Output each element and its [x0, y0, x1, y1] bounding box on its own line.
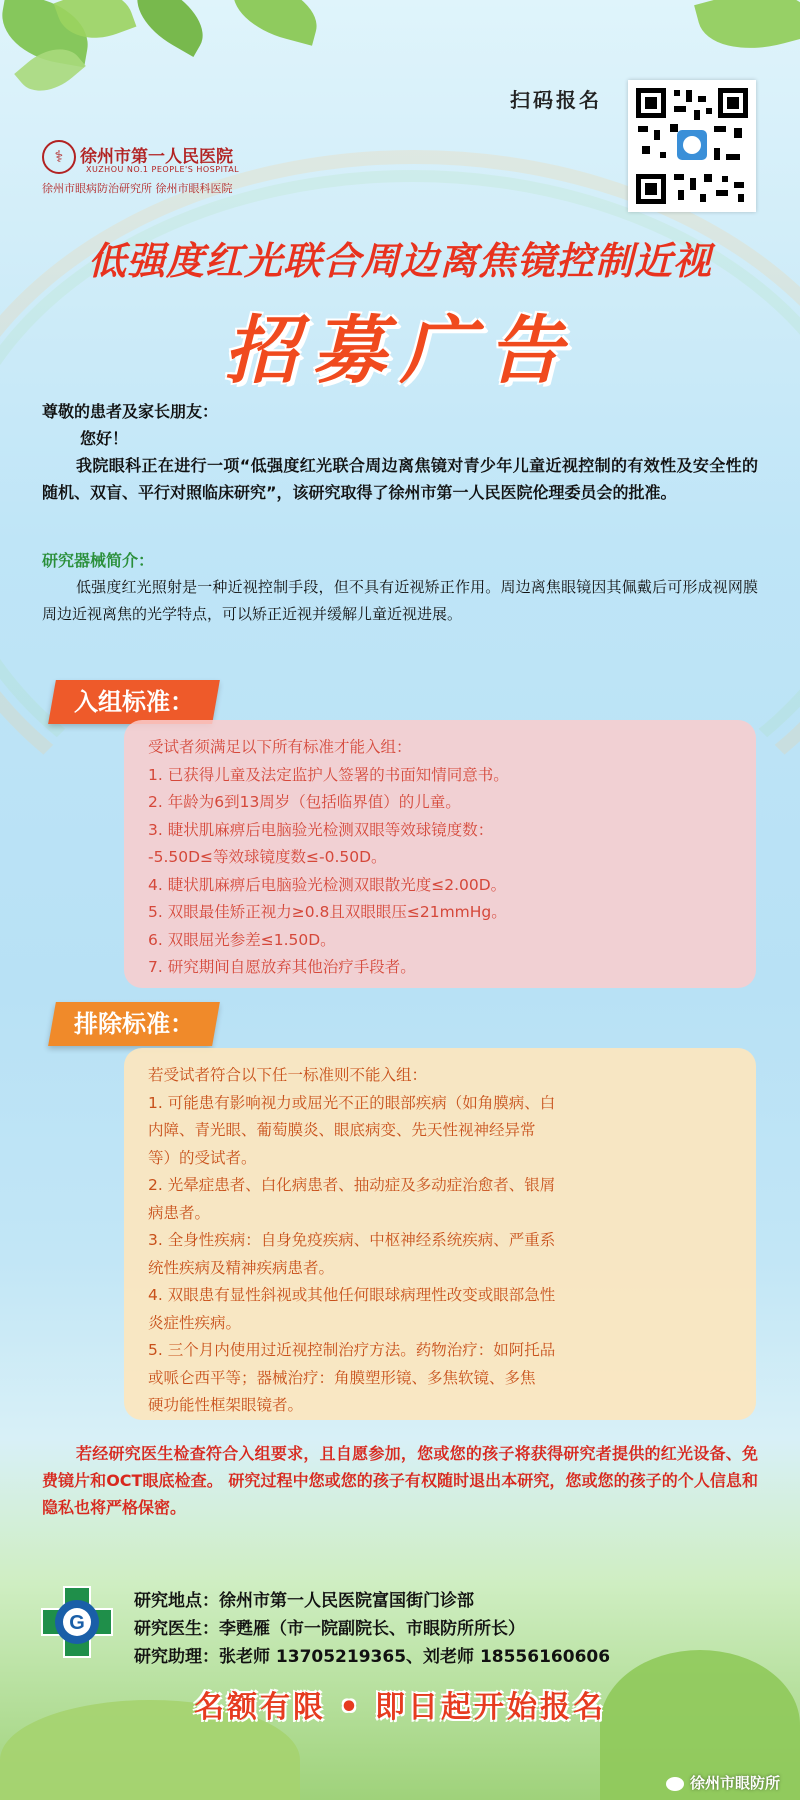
exclusion-item: 3. 全身性疾病：自身免疫疾病、中枢神经系统疾病、严重系 统性疾病及精神疾病患者。: [148, 1231, 556, 1277]
inclusion-criteria-tag: [48, 680, 220, 724]
exclusion-tag-label: 排除标准：: [74, 1010, 194, 1038]
poster-subtitle: 低强度红光联合周边离焦镜控制近视: [87, 239, 712, 283]
inclusion-criteria-panel: [124, 720, 756, 988]
exclusion-criteria-panel: [124, 1048, 756, 1420]
study-introduction: 我院眼科正在进行一项“低强度红光联合周边离焦镜对青少年儿童近视控制的有效性及安全性的随机、双盲、平行对照临床研究”，该研究取得了徐州市第一人民医院伦理委员会的批准。: [42, 456, 758, 502]
slogan: 名额有限 • 即日起开始报名: [193, 1690, 607, 1725]
leaf-decoration: [694, 0, 800, 63]
exclusion-item: 4. 双眼患有显性斜视或其他任何眼球病理性改变或眼部急性 炎症性疾病。: [148, 1286, 556, 1332]
salutation: 尊敬的患者及家长朋友：: [42, 402, 219, 421]
inclusion-tag-label: 入组标准：: [74, 688, 194, 716]
exclusion-item: 5. 三个月内使用过近视控制治疗方法。药物治疗：如阿托品 或哌仑西平等；器械治疗：角膜塑形镜、多焦软镜、多焦 硬功能性框架眼镜者。: [148, 1341, 556, 1414]
hospital-logo-icon: ⚕: [42, 140, 76, 174]
device-description: 低强度红光照射是一种近视控制手段，但不具有近视矫正作用。周边离焦眼镜因其佩戴后可形成视网膜周边近视离焦的光学特点，可以矫正近视并缓解儿童近视进展。: [42, 578, 758, 623]
leaf-decoration: [225, 0, 325, 46]
scan-to-register-label: 扫码报名: [510, 88, 602, 112]
exclusion-item: 2. 光晕症患者、白化病患者、抽动症及多动症治愈者、银屑 病患者。: [148, 1176, 556, 1222]
watermark-text: 徐州市眼防所: [689, 1774, 780, 1792]
wechat-icon: [666, 1777, 684, 1791]
inclusion-item: 2. 年龄为6到13周岁（包括临界值）的儿童。: [148, 793, 461, 811]
qr-code[interactable]: [628, 80, 756, 212]
greeting: 您好！: [80, 429, 129, 448]
device-heading: 研究器械简介：: [42, 551, 155, 570]
inclusion-item: 4. 睫状肌麻痹后电脑验光检测双眼散光度≤2.00D。: [148, 875, 507, 894]
study-location: 研究地点：徐州市第一人民医院富国街门诊部: [134, 1591, 474, 1611]
exclusion-criteria-tag: [48, 1002, 220, 1046]
inclusion-item: 1. 已获得儿童及法定监护人签署的书面知情同意书。: [148, 765, 509, 784]
exclusion-item: 1. 可能患有影响视力或屈光不正的眼部疾病（如角膜病、白 内障、青光眼、葡萄膜炎、眼底病变、先天性视神经异常 等）的受试者。: [148, 1093, 556, 1167]
qr-code-icon: [630, 82, 754, 210]
inclusion-item: 3. 睫状肌麻痹后电脑验光检测双眼等效球镜度数： -5.50D≤等效球镜度数≤-0.50D。: [148, 820, 494, 866]
poster-title: 招募广告: [224, 308, 576, 394]
inclusion-item: 6. 双眼屈光参差≤1.50D。: [148, 930, 336, 949]
hospital-emblem-icon: [40, 1585, 114, 1659]
svg-text:G: G: [69, 1612, 85, 1634]
exclusion-intro: 若受试者符合以下任一标准则不能入组：: [148, 1066, 428, 1084]
inclusion-intro: 受试者须满足以下所有标准才能入组：: [148, 738, 412, 756]
hospital-affiliates: 徐州市眼病防治研究所 徐州市眼科医院: [42, 182, 233, 195]
hospital-name: 徐州市第一人民医院: [80, 147, 233, 167]
inclusion-item: 5. 双眼最佳矫正视力≥0.8且双眼眼压≤21mmHg。: [148, 903, 507, 921]
hospital-english-name: XUZHOU NO.1 PEOPLE'S HOSPITAL: [86, 165, 240, 174]
study-doctor: 研究医生：李甦雁（市一院副院长、市眼防所所长）: [134, 1619, 525, 1639]
wechat-watermark: [666, 1772, 780, 1793]
study-assistant: 研究助理：张老师 13705219365、刘老师 18556160606: [134, 1647, 611, 1667]
closing-statement: 若经研究医生检查符合入组要求，且自愿参加，您或您的孩子将获得研究者提供的红光设备、免费镜片和OCT眼底检查。 研究过程中您或您的孩子有权随时退出本研究，您或您的孩子的个人信息和隐私也将严格保密。: [42, 1444, 758, 1517]
leaf-decoration: [124, 0, 216, 57]
inclusion-item: 7. 研究期间自愿放弃其他治疗手段者。: [148, 958, 416, 976]
